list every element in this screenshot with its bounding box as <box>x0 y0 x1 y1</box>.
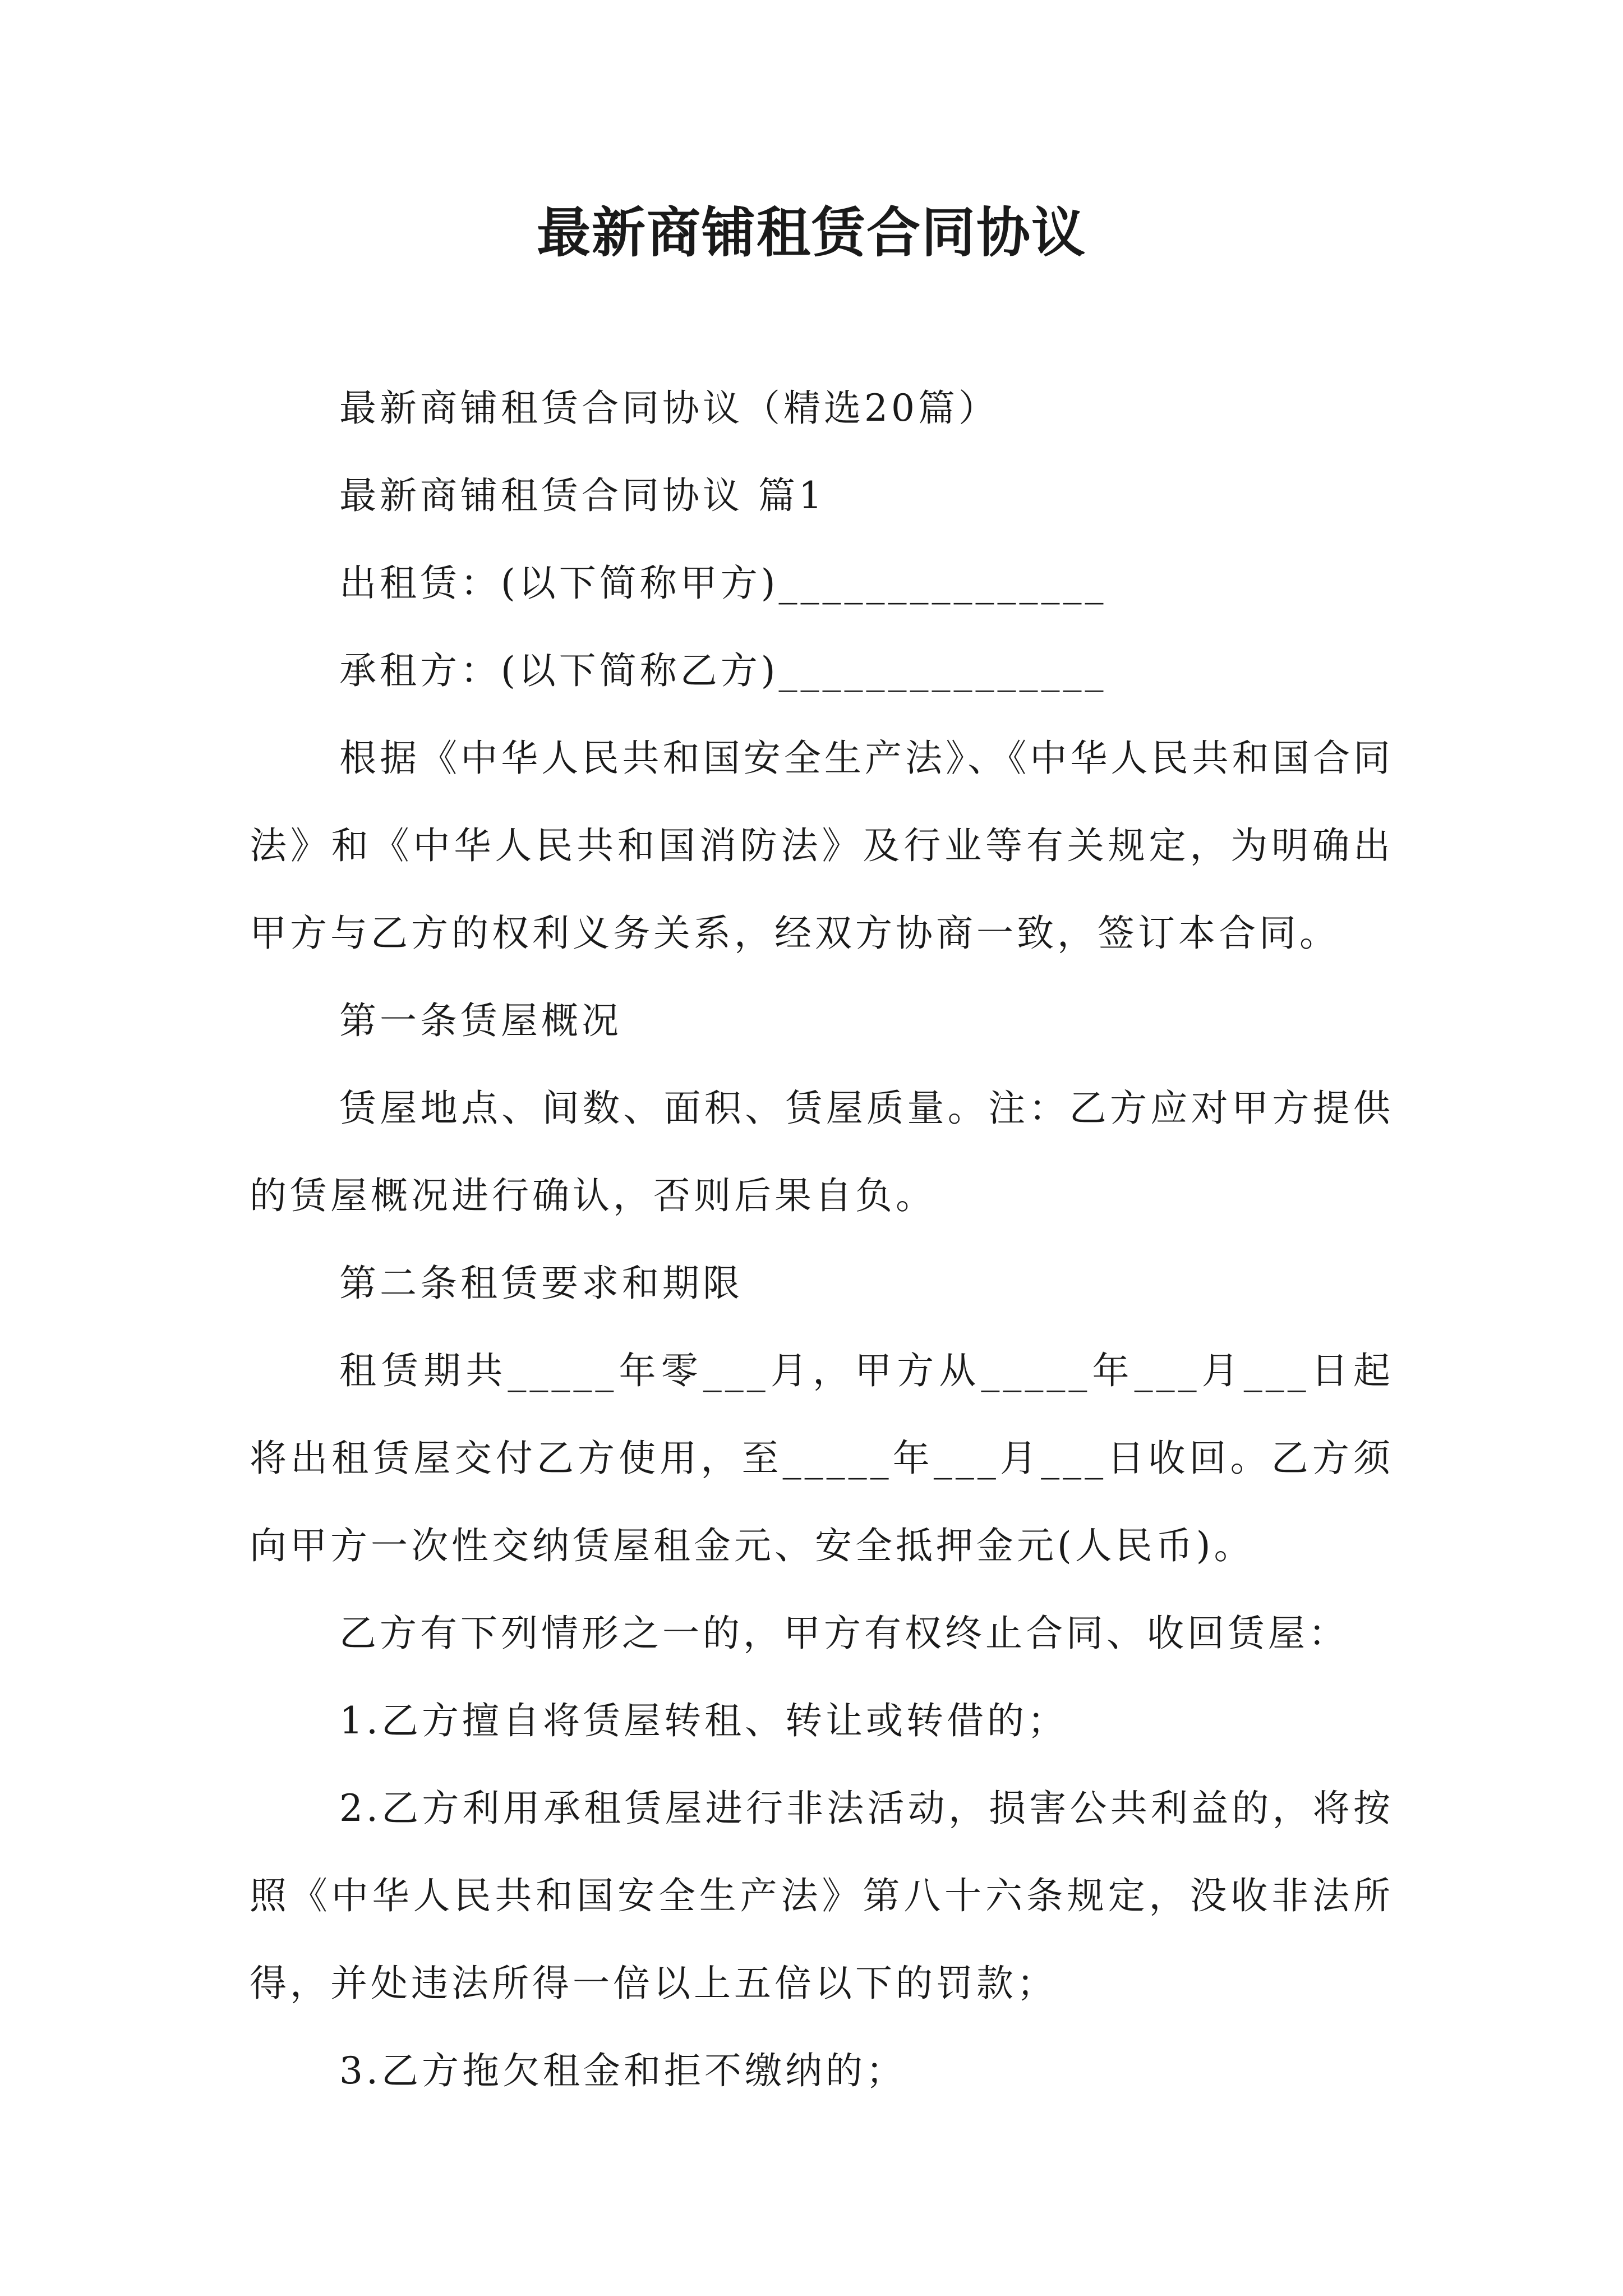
list-item: 2.乙方利用承租赁屋进行非法活动，损害公共利益的，将按照《中华人民共和国安全生产法》第八十六条规定，没收非法所得，并处违法所得一倍以上五倍以下的罚款； <box>250 1787 1394 2005</box>
subtitle: 最新商铺租赁合同协议（精选20篇） <box>339 386 999 430</box>
lessor-line: 出租赁：(以下简称甲方)_______________ <box>339 562 1107 605</box>
document-body <box>250 365 1394 2115</box>
document-title: 最新商铺租赁合同协议 <box>537 201 1086 264</box>
list-item: 1.乙方擅自将赁屋转租、转让或转借的； <box>339 1699 1068 1742</box>
lessee-line: 承租方：(以下简称乙方)_______________ <box>339 649 1107 692</box>
section-heading: 最新商铺租赁合同协议 篇1 <box>339 474 826 517</box>
preamble-paragraph: 根据《中华人民共和国安全生产法》、《中华人民共和国合同法》和《中华人民共和国消防法》及行业等有关规定，为明确出甲方与乙方的权利义务关系，经双方协商一致，签订本合同。 <box>250 737 1394 955</box>
termination-intro: 乙方有下列情形之一的，甲方有权终止合同、收回赁屋： <box>339 1612 1349 1655</box>
article-1-heading: 第一条赁屋概况 <box>339 999 622 1042</box>
list-item: 3.乙方拖欠租金和拒不缴纳的； <box>339 2049 906 2092</box>
article-2-body: 租赁期共_____年零___月，甲方从_____年___月___日起将出租赁屋交付乙方使用，至_____年___月___日收回。乙方须向甲方一次性交纳赁屋租金元、安全抵押金元(人民币)。 <box>250 1349 1394 1567</box>
article-2-heading: 第二条租赁要求和期限 <box>339 1262 743 1305</box>
article-1-body: 赁屋地点、间数、面积、赁屋质量。注：乙方应对甲方提供的赁屋概况进行确认，否则后果自负。 <box>250 1087 1394 1217</box>
